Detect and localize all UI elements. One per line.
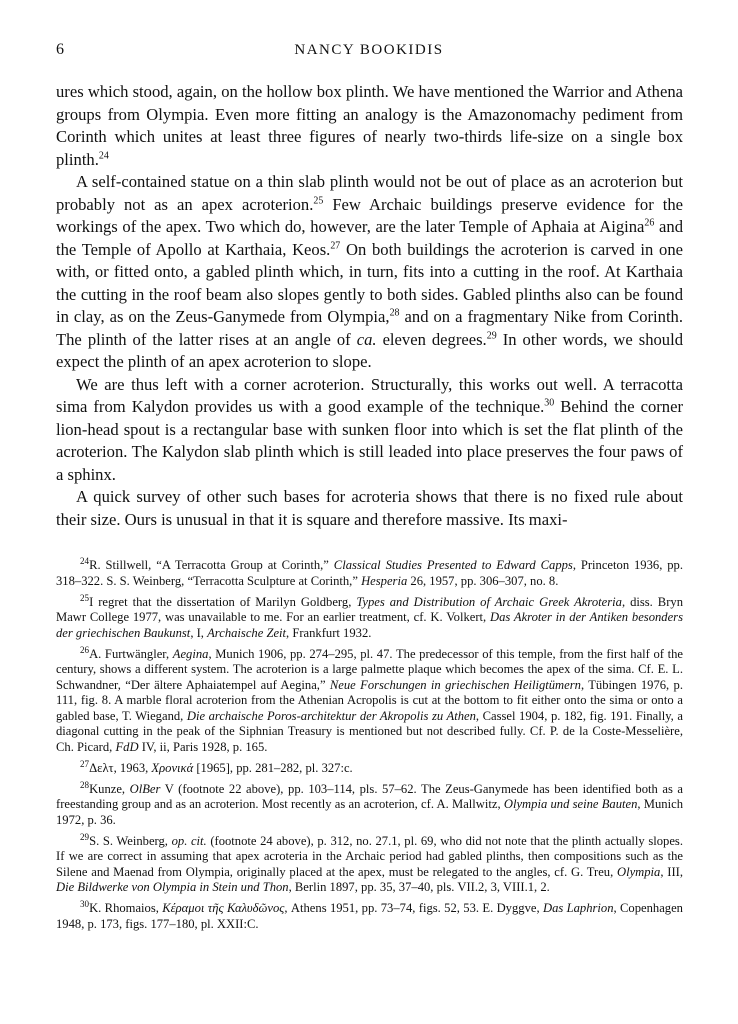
italic-text: FdD xyxy=(115,739,139,754)
text: , diss. Bryn Mawr College 1977, was unavailable to me. For an earlier treatment, cf. K. Volkert, xyxy=(56,594,683,624)
text: and on a fragmentary Nike from Corinth. The plinth of the latter rises at an angle of xyxy=(56,307,683,349)
text: 26, 1957, pp. 306–307, no. 8. xyxy=(407,573,559,588)
italic-text: ca. xyxy=(356,329,377,349)
footnote-number: 26 xyxy=(80,644,90,655)
footnote-number: 27 xyxy=(80,758,90,769)
text: , I, xyxy=(190,625,208,640)
paragraph xyxy=(56,81,683,171)
italic-text: Archaische Zeit xyxy=(207,625,287,640)
italic-text: Olympia xyxy=(616,864,661,879)
footnote-number: 29 xyxy=(80,831,90,842)
text: , Athens 1951, pp. 73–74, figs. 52, 53. E. Dyggve, xyxy=(284,901,543,915)
text: Kunze, xyxy=(89,781,130,796)
text: , Copenhagen 1948, p. 173, figs. 177–180, pl. XXII:C. xyxy=(56,901,683,931)
paragraph xyxy=(56,486,683,531)
text: eleven degrees. xyxy=(376,329,487,349)
text: , Munich 1972, p. 36. xyxy=(56,797,683,827)
italic-text: op. cit. xyxy=(171,833,207,848)
italic-text: Die Bildwerke von Olympia in Stein und Thon xyxy=(56,880,289,894)
text: [1965], pp. 281–282, pl. 327:c. xyxy=(193,760,353,775)
text: (footnote 24 above), p. 312, no. 27.1, pl. 69, who did not note that the plinth actually slopes. If we are correct in assuming that apex acroteria in the Archaic period had gabled plinths, then compositions such as the Silene and Maenad from Olympia, originally placed at the apex, must be relegated to the angles, cf. G. Treu, xyxy=(56,833,683,879)
italic-text: Types and Distribution of Archaic Greek Akroteria xyxy=(356,594,622,609)
text: , III, xyxy=(660,864,683,879)
footnote-ref: 25 xyxy=(313,194,324,206)
text: , Berlin 1897, pp. 35, 37–40, pls. VII.2, 3, VIII.1, 2. xyxy=(288,880,550,894)
text: IV, ii, Paris 1928, p. 165. xyxy=(138,739,268,754)
text: In other words, we should expect the plinth of an apex acroterion to slope. xyxy=(56,329,684,371)
text: V (footnote 22 above), pp. 103–114, pls. 57–62. The Zeus-Ganymede has been identified both as a freestanding group and as an acroterion. Most recently as an acroterion, cf. A. Mallwitz, xyxy=(56,781,683,811)
italic-text: Hesperia xyxy=(361,573,408,588)
footnote-ref: 29 xyxy=(486,329,497,341)
footnote-ref: 26 xyxy=(644,217,655,229)
text: K. Rhomaios, xyxy=(89,901,163,915)
text: Few Archaic buildings preserve evidence for the workings of the apex. Two which do, however, are the later Temple of Aphaia at Aigina xyxy=(56,194,683,236)
text: , Cassel 1904, p. 182, fig. 191. Finally, a diagonal cutting in the peak of the Siphnian Treasury is mentioned but not described fully. Cf. P. de la Coste-Messelière, Ch. Picard, xyxy=(56,708,683,754)
text: A quick survey of other such bases for acroteria shows that there is no fixed rule about their size. Ours is unusual in that it is square and therefore massive. Its maxi- xyxy=(56,487,683,529)
italic-text: Χρονικά xyxy=(151,760,194,775)
footnotes xyxy=(56,555,683,938)
text: and the Temple of Apollo at Karthaia, Keos. xyxy=(56,217,683,259)
text: A. Furtwängler, xyxy=(89,646,173,661)
italic-text: Neue Forschungen in griechischen Heiligtümern xyxy=(329,677,581,692)
text: We are thus left with a corner acroterion. Structurally, this works out well. A terracotta sima from Kalydon provides us with a good example of the technique. xyxy=(56,374,683,416)
text: S. S. Weinberg, xyxy=(89,833,172,848)
footnote-24 xyxy=(56,555,683,589)
footnote-ref: 24 xyxy=(98,149,109,161)
text: , Frankfurt 1932. xyxy=(286,625,372,640)
text: Behind the corner lion-head spout is a rectangular base with sunken floor into which is set the flat plinth of the acroterion. The Kalydon slab plinth which is still leaded into place preserves the four paws of a sphinx. xyxy=(56,397,683,484)
footnote-number: 28 xyxy=(80,779,90,790)
running-head: NANCY BOOKIDIS xyxy=(294,42,444,58)
text: I regret that the dissertation of Marilyn Goldberg, xyxy=(89,594,357,609)
italic-text: Κέραμοι τῆς Καλυδῶνος xyxy=(162,901,285,915)
page-number: 6 xyxy=(56,41,64,58)
footnote-27 xyxy=(56,758,683,777)
text: , Tübingen 1976, p. 111, fig. 8. A marble floral acroterion from the Athenian Acropolis is cut at the bottom to fit either onto the sima or onto a gabled base, T. Wiegand, xyxy=(56,677,683,723)
italic-text: Aegina xyxy=(172,646,209,661)
footnote-28 xyxy=(56,779,683,829)
footnote-30 xyxy=(56,898,683,932)
footnote-29 xyxy=(56,831,683,896)
text: ures which stood, again, on the hollow box plinth. We have mentioned the Warrior and Athena groups from Olympia. Even more fitting an analogy is the Amazonomachy pediment from Corinth which unites at least three figures of nearly two-thirds life-size on a single box plinth. xyxy=(56,82,683,169)
footnote-number: 25 xyxy=(80,592,90,603)
italic-text: OlBer xyxy=(129,781,161,796)
italic-text: Das Laphrion xyxy=(542,901,614,915)
footnote-number: 30 xyxy=(80,898,90,909)
italic-text: Die archaische Poros-architektur der Akropolis zu Athen xyxy=(186,708,476,723)
text: , Munich 1906, pp. 274–295, pl. 47. The predecessor of this temple, from the first half of the century, shows a different system. The acroterion is a large palmette plaque which becomes the apex of the sima. Cf. E. L. Schwandner, “Der ältere Aphaiatempel auf Aegina,” xyxy=(56,646,683,692)
footnote-26 xyxy=(56,644,683,756)
paragraph xyxy=(56,171,683,374)
paragraph xyxy=(56,374,683,487)
text: , 1963, xyxy=(113,760,152,775)
italic-text: Das Akroter in der Antiken besonders der griechischen Baukunst xyxy=(56,610,683,640)
footnote-25 xyxy=(56,592,683,642)
body-text xyxy=(56,81,683,531)
text: , Princeton 1936, pp. 318–322. S. S. Weinberg, “Terracotta Sculpture at Corinth,” xyxy=(56,558,683,588)
text: R. Stillwell, “A Terracotta Group at Corinth,” xyxy=(89,558,334,572)
italic-text: Olympia und seine Bauten xyxy=(503,797,638,811)
footnote-ref: 27 xyxy=(330,239,341,251)
text: On both buildings the acroterion is carved in one with, or fitted onto, a gabled plinth which, in turn, fits into a cutting in the roof. At Karthaia the cutting in the roof beam also slopes gently to both sides. Gabled plinths also can be found in clay, as on the Zeus-Ganymede from Olympia, xyxy=(56,239,683,326)
italic-text: Classical Studies Presented to Edward Capps xyxy=(333,558,573,572)
text: Δελτ xyxy=(89,760,114,775)
footnote-number: 24 xyxy=(80,555,90,566)
footnote-ref: 28 xyxy=(389,307,400,319)
text: A self-contained statue on a thin slab plinth would not be out of place as an acroterion but probably not as an apex acroterion. xyxy=(56,172,683,214)
footnote-ref: 30 xyxy=(544,397,555,409)
